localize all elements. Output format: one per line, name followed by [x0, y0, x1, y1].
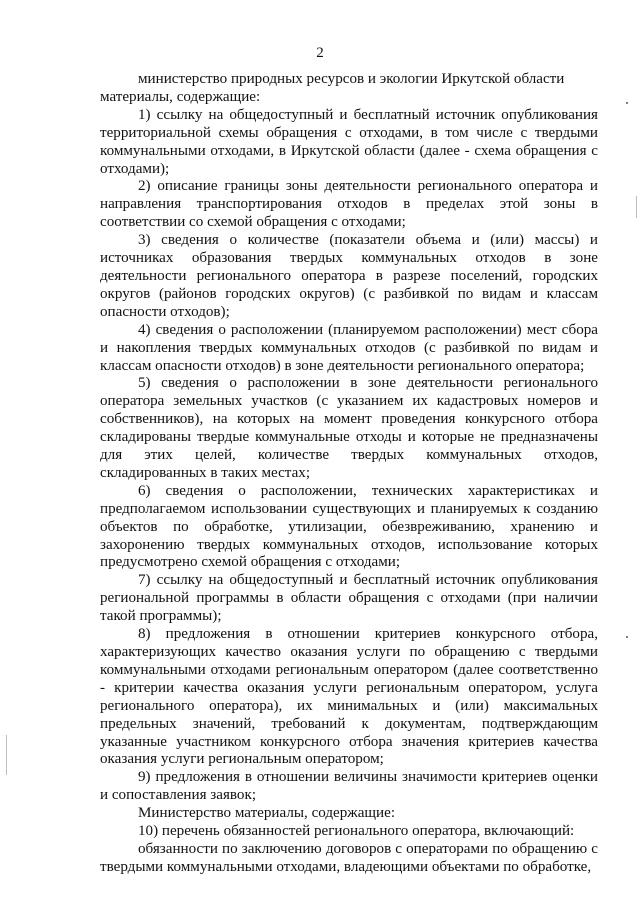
paragraph-item-1: 1) ссылку на общедоступный и бесплатный источник опубликования территориальной схемы обращения с отходами, в том числе с твердыми коммунальными отходами, в Иркутской области (далее - схема обращения с отходами);	[100, 106, 598, 177]
paragraph-obligations: обязанности по заключению договоров с операторами по обращению с твердыми коммунальными отходами, владеющими объектами по обработке,	[100, 840, 598, 875]
scan-dot	[626, 636, 628, 638]
paragraph-item-7: 7) ссылку на общедоступный и бесплатный источник опубликования региональной программы в области обращения с отходами (при наличии такой программы);	[100, 572, 598, 625]
paragraph-ministry-materials: Министерство материалы, содержащие:	[138, 805, 396, 822]
paragraph-ministry: министерство природных ресурсов и экологии Иркутской области	[138, 71, 565, 87]
scan-dot	[626, 102, 628, 104]
paragraph-item-9: 9) предложения в отношении величины значимости критериев оценки и сопоставления заявок;	[100, 769, 598, 804]
scan-edge-mark	[6, 735, 7, 775]
paragraph-item-8: 8) предложения в отношении критериев конкурсного отбора, характеризующих качество оказания услуги по обращению с твердыми коммунальными отходами региональным оператором (далее соответственно - критерии качества оказания услуги региональным оператором, услуга регионального оператора), их минимальных и (или) максимальных предельных значений, требований к документам, подтверждающим указанные участником конкурсного отбора значения критериев качества оказания услуги региональным оператором;	[100, 626, 598, 768]
paragraph-item-5: 5) сведения о расположении в зоне деятельности регионального оператора земельных участков (с указанием их кадастровых номеров и собственников), на которых на момент проведения конкурсного отбора складированы твердые коммунальные отходы и которые не предназначены для этих целей, количестве твердых коммунальных отходов, складированных в таких местах;	[100, 375, 598, 481]
paragraph-item-2: 2) описание границы зоны деятельности регионального оператора и направления транспортирования отходов в пределах этой зоны в соответствии со схемой обращения с отходами;	[100, 178, 598, 231]
document-body	[100, 71, 598, 877]
page-number: 2	[316, 45, 324, 61]
paragraph-item-10: 10) перечень обязанностей регионального оператора, включающий:	[138, 823, 575, 840]
paragraph-item-4: 4) сведения о расположении (планируемом расположении) мест сбора и накопления твердых коммунальных отходов (с разбивкой по видам и классам опасности отходов) в зоне деятельности регионального оператора;	[100, 321, 598, 374]
paragraph-item-3: 3) сведения о количестве (показатели объема и (или) массы) и источниках образования твердых коммунальных отходов в зоне деятельности регионального оператора в разрезе поселений, городских округов (районов городских округов) (с разбивкой по видам и классам опасности отходов);	[100, 232, 598, 320]
paragraph-item-6: 6) сведения о расположении, технических характеристиках и предполагаемом использовании существующих и планируемых к созданию объектов по обработке, утилизации, обезвреживанию, хранению и захоронению твердых коммунальных отходов, использование которых предусмотрено схемой обращения с отходами;	[100, 482, 598, 571]
paragraph-materials: материалы, содержащие:	[100, 88, 261, 105]
scan-edge-mark	[636, 196, 637, 218]
